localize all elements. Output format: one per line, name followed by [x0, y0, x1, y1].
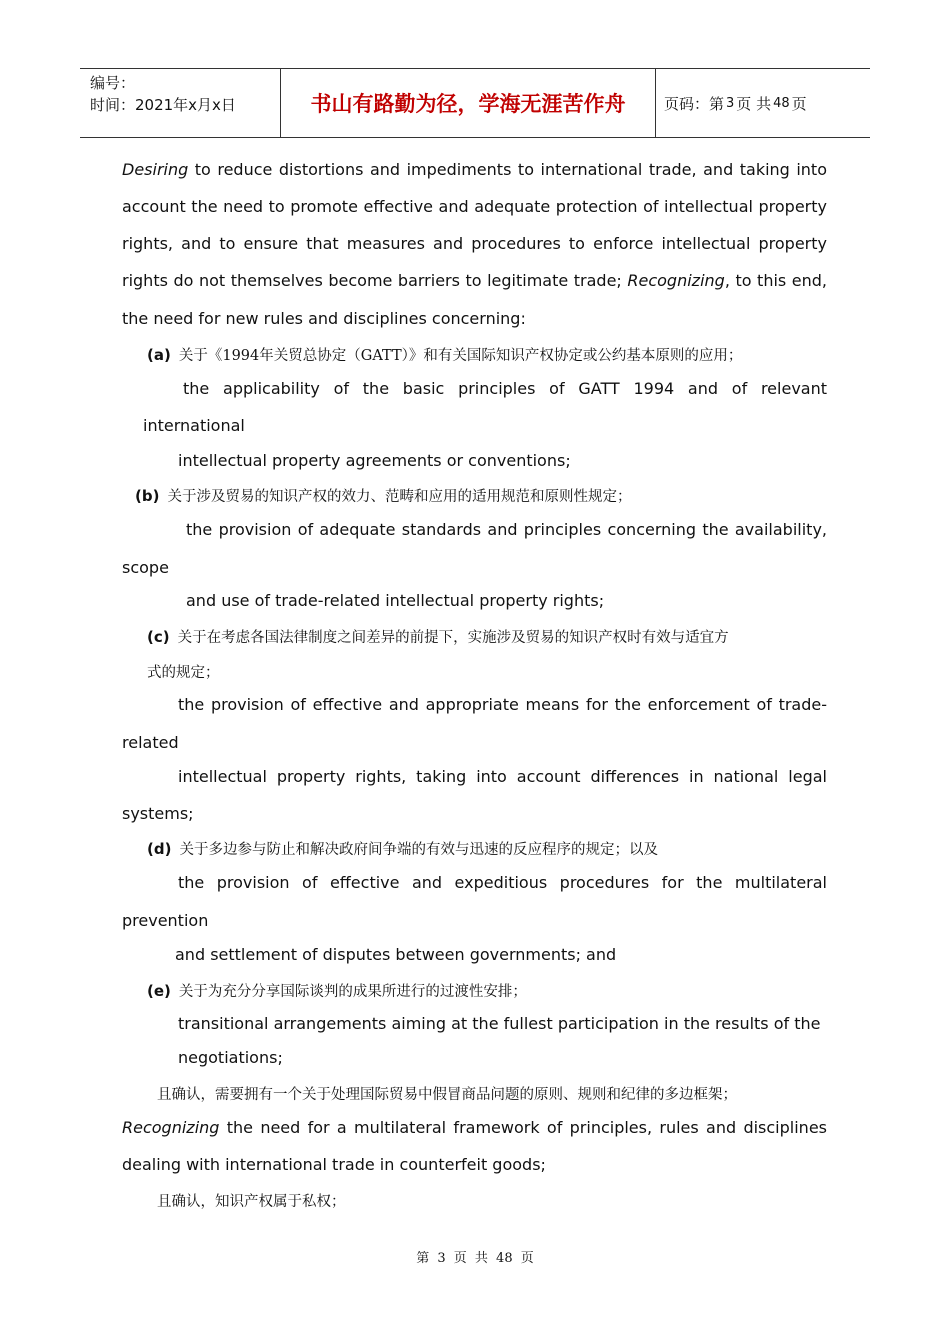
- intro-line-4-b: , to this end,: [724, 271, 828, 290]
- page-footer: 第 3 页 共 48 页: [416, 1251, 534, 1266]
- item-a-zh: (a) 关于《1994年关贸总协定（GATT）》和有关国际知识产权协定或公约基本原则的应用；: [147, 346, 743, 364]
- intro-line-3: rights, and to ensure that measures and procedures to enforce intellectual property: [122, 234, 827, 253]
- item-b-en-1: the provision of adequate standards and principles concerning the availability,: [186, 520, 827, 539]
- item-d-label: (d): [147, 840, 172, 858]
- intro-desiring: Desiring: [122, 160, 189, 179]
- code-label: 编号：: [90, 74, 136, 92]
- item-c-zh-2: 式的规定；: [147, 665, 220, 681]
- item-c-zh-1: (c) 关于在考虑各国法律制度之间差异的前提下，实施涉及贸易的知识产权时有效与适宜方: [147, 628, 729, 646]
- item-c-en-2: related: [122, 733, 179, 752]
- confirm-1-zh: 且确认，需要拥有一个关于处理国际贸易中假冒商品问题的原则、规则和纪律的多边框架；: [157, 1087, 737, 1103]
- date-line: 时间：2021年x月x日: [90, 96, 236, 114]
- header-left-cell: [80, 69, 280, 137]
- item-a-en-3: intellectual property agreements or conventions;: [178, 451, 571, 470]
- document-header: [80, 68, 870, 138]
- item-a-en-2: international: [143, 416, 245, 435]
- confirm-1-recognizing: Recognizing: [122, 1118, 220, 1137]
- item-b-label: (b): [135, 487, 160, 505]
- intro-line-4-a: rights do not themselves become barriers to legitimate trade;: [122, 271, 628, 290]
- item-c-label: (c): [147, 628, 170, 646]
- intro-line-1-text: to reduce distortions and impediments to international trade, and taking into: [188, 160, 827, 179]
- item-d-en-2: prevention: [122, 911, 209, 930]
- item-d-zh: (d) 关于多边参与防止和解决政府间争端的有效与迅速的反应程序的规定；以及: [147, 840, 658, 858]
- item-e-label: (e): [147, 982, 171, 1000]
- intro-line-2: account the need to promote effective and adequate protection of intellectual property: [122, 197, 827, 216]
- header-page-info: [655, 69, 870, 137]
- item-a-label: (a): [147, 346, 171, 364]
- page-current: 3: [726, 95, 735, 111]
- intro-recognizing: Recognizing: [627, 271, 725, 290]
- item-a-en-1: the applicability of the basic principles of GATT 1994 and of relevant: [183, 379, 827, 398]
- item-c-en-3: intellectual property rights, taking into account differences in national legal: [178, 767, 827, 786]
- intro-line-4: [122, 271, 827, 290]
- item-b-en-2: scope: [122, 558, 169, 577]
- item-c-en-4: systems;: [122, 804, 194, 823]
- page-total: 48: [773, 95, 790, 111]
- item-e-en-2: negotiations;: [178, 1048, 283, 1067]
- item-b-zh: (b) 关于涉及贸易的知识产权的效力、范畴和应用的适用规范和原则性规定；: [135, 487, 632, 505]
- confirm-1-en-1: Recognizing the need for a multilateral framework of principles, rules and disciplines: [122, 1118, 827, 1137]
- item-c-en-1: the provision of effective and appropriate means for the enforcement of trade-: [178, 695, 827, 714]
- confirm-2-zh: 且确认，知识产权属于私权；: [157, 1194, 346, 1210]
- page-prefix: 页码：第: [664, 94, 725, 113]
- page-suffix: 页: [791, 94, 807, 113]
- intro-line-1: [122, 160, 827, 179]
- intro-line-5: the need for new rules and disciplines concerning:: [122, 309, 526, 328]
- item-d-en-3: and settlement of disputes between governments; and: [175, 945, 617, 964]
- item-d-en-1: the provision of effective and expeditious procedures for the multilateral: [178, 873, 827, 892]
- confirm-1-en-2: dealing with international trade in counterfeit goods;: [122, 1155, 546, 1174]
- item-e-en-1: transitional arrangements aiming at the fullest participation in the results of the: [178, 1014, 821, 1033]
- header-motto: 书山有路勤为径，学海无涯苦作舟: [280, 69, 656, 137]
- item-e-zh: (e) 关于为充分分享国际谈判的成果所进行的过渡性安排；: [147, 982, 527, 1000]
- item-b-en-3: and use of trade-related intellectual property rights;: [186, 591, 605, 610]
- page-mid: 页 共: [736, 94, 772, 113]
